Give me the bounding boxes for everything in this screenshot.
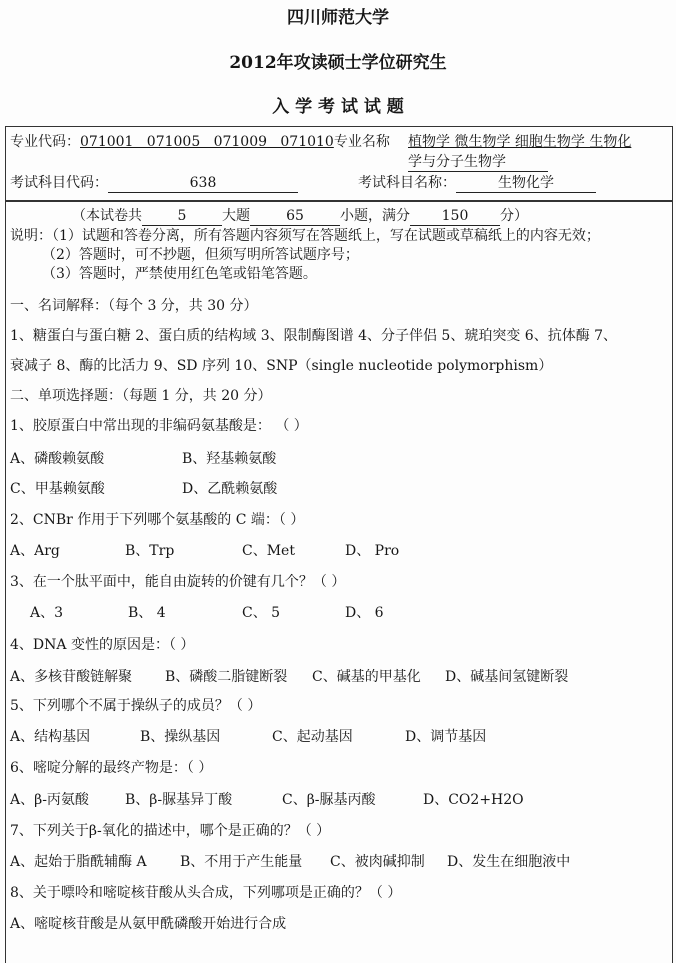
question-option: B、 4	[128, 605, 166, 621]
small-question-count: 65	[250, 207, 340, 226]
major-codes: 071001 071005 071009 071010	[80, 134, 334, 150]
exam-subtitle: 入 学 考 试 试 题	[272, 97, 404, 117]
note-2: （2）答题时，可不抄题，但须写明所答试题序号；	[42, 247, 359, 263]
university-name: 四川师范大学	[287, 8, 389, 28]
question-option: A、磷酸赖氨酸	[10, 451, 105, 467]
question-option: B、β-脲基异丁酸	[125, 792, 233, 808]
question-option: C、碱基的甲基化	[312, 669, 421, 685]
question-stem: 4、DNA 变性的原因是：（ ）	[10, 637, 195, 653]
question-option: A、嘧啶核苷酸是从氨甲酰磷酸开始进行合成	[10, 916, 287, 932]
major-code-label: 专业代码：	[10, 134, 80, 150]
subject-name: 生物化学	[456, 174, 596, 193]
question-option: D、CO2+H2O	[423, 792, 524, 808]
question-option: D、发生在细胞液中	[447, 854, 571, 870]
question-option: B、操纵基因	[140, 729, 221, 745]
summary-text: 大题	[222, 208, 250, 224]
question-option: C、起动基因	[272, 729, 353, 745]
question-option: B、Trp	[125, 543, 175, 559]
question-stem: 7、下列关于β-氧化的描述中，哪个是正确的？（ ）	[10, 823, 331, 839]
question-option: A、Arg	[10, 543, 60, 559]
question-option: A、3	[30, 605, 64, 621]
exam-summary	[72, 207, 528, 226]
question-option: A、起始于脂酰辅酶 A	[10, 854, 147, 870]
section2-title: 二、单项选择题：（每题 1 分，共 20 分）	[10, 388, 272, 404]
question-stem: 1、胶原蛋白中常出现的非编码氨基酸是： （ ）	[10, 418, 308, 434]
question-option: B、不用于产生能量	[180, 854, 303, 870]
big-question-count: 5	[142, 207, 222, 226]
major-name-label: 专业名称	[333, 134, 390, 150]
question-option: A、多核苷酸链解聚	[10, 669, 133, 685]
section1-title: 一、名词解释：（每个 3 分，共 30 分）	[10, 298, 258, 314]
subject-code-row	[10, 174, 298, 193]
question-option: A、β-丙氨酸	[10, 792, 89, 808]
question-option: C、β-脲基丙酸	[282, 792, 376, 808]
question-option: C、 5	[242, 605, 281, 621]
question-option: D、 6	[345, 605, 384, 621]
major-names-line1: 植物学 微生物学 细胞生物学 生物化	[408, 134, 632, 150]
question-stem: 5、下列哪个不属于操纵子的成员？（ ）	[10, 698, 262, 714]
question-stem: 8、关于嘌呤和嘧啶核苷酸从头合成，下列哪项是正确的？（ ）	[10, 885, 402, 901]
question-stem: 3、在一个肽平面中，能自由旋转的价键有几个？（ ）	[10, 574, 346, 590]
subject-name-row	[358, 174, 596, 193]
question-option: D、 Pro	[345, 543, 400, 559]
question-stem: 6、嘧啶分解的最终产物是：（ ）	[10, 760, 213, 776]
section1-line1: 1、糖蛋白与蛋白糖 2、蛋白质的结构域 3、限制酶图谱 4、分子伴侣 5、琥珀突变 6、抗体酶 7、	[10, 328, 618, 344]
major-code-row	[10, 133, 390, 151]
question-option: A、结构基因	[10, 729, 91, 745]
major-names-line2: 学与分子生物学	[408, 153, 548, 172]
summary-text: （本试卷共	[72, 208, 142, 224]
subject-code-label: 考试科目代码：	[10, 175, 108, 191]
question-option: B、羟基赖氨酸	[182, 451, 277, 467]
note-1: 说明：（1）试题和答卷分离，所有答题内容须写在答题纸上，写在试题或草稿纸上的内容无效；	[10, 228, 600, 244]
question-option: D、调节基因	[405, 729, 487, 745]
exam-title: 2012年攻读硕士学位研究生	[229, 53, 447, 73]
summary-text: 小题，满分	[340, 208, 410, 224]
section1-line2: 衰减子 8、酶的比活力 9、SD 序列 10、SNP（single nucleotide polymorphism）	[10, 358, 553, 374]
subject-name-label: 考试科目名称：	[358, 175, 456, 191]
question-option: C、甲基赖氨酸	[10, 481, 105, 497]
note-3: （3）答题时，严禁使用红色笔或铅笔答题。	[42, 266, 317, 282]
question-option: D、乙酰赖氨酸	[182, 481, 278, 497]
question-option: C、被肉碱抑制	[330, 854, 425, 870]
header-divider	[5, 200, 673, 202]
question-stem: 2、CNBr 作用于下列哪个氨基酸的 C 端：（ ）	[10, 512, 305, 528]
subject-code: 638	[108, 174, 298, 193]
summary-text: 分）	[500, 208, 528, 224]
question-option: D、碱基间氢键断裂	[445, 669, 569, 685]
full-score: 150	[410, 207, 500, 226]
question-option: C、Met	[242, 543, 295, 559]
question-option: B、磷酸二脂键断裂	[165, 669, 288, 685]
